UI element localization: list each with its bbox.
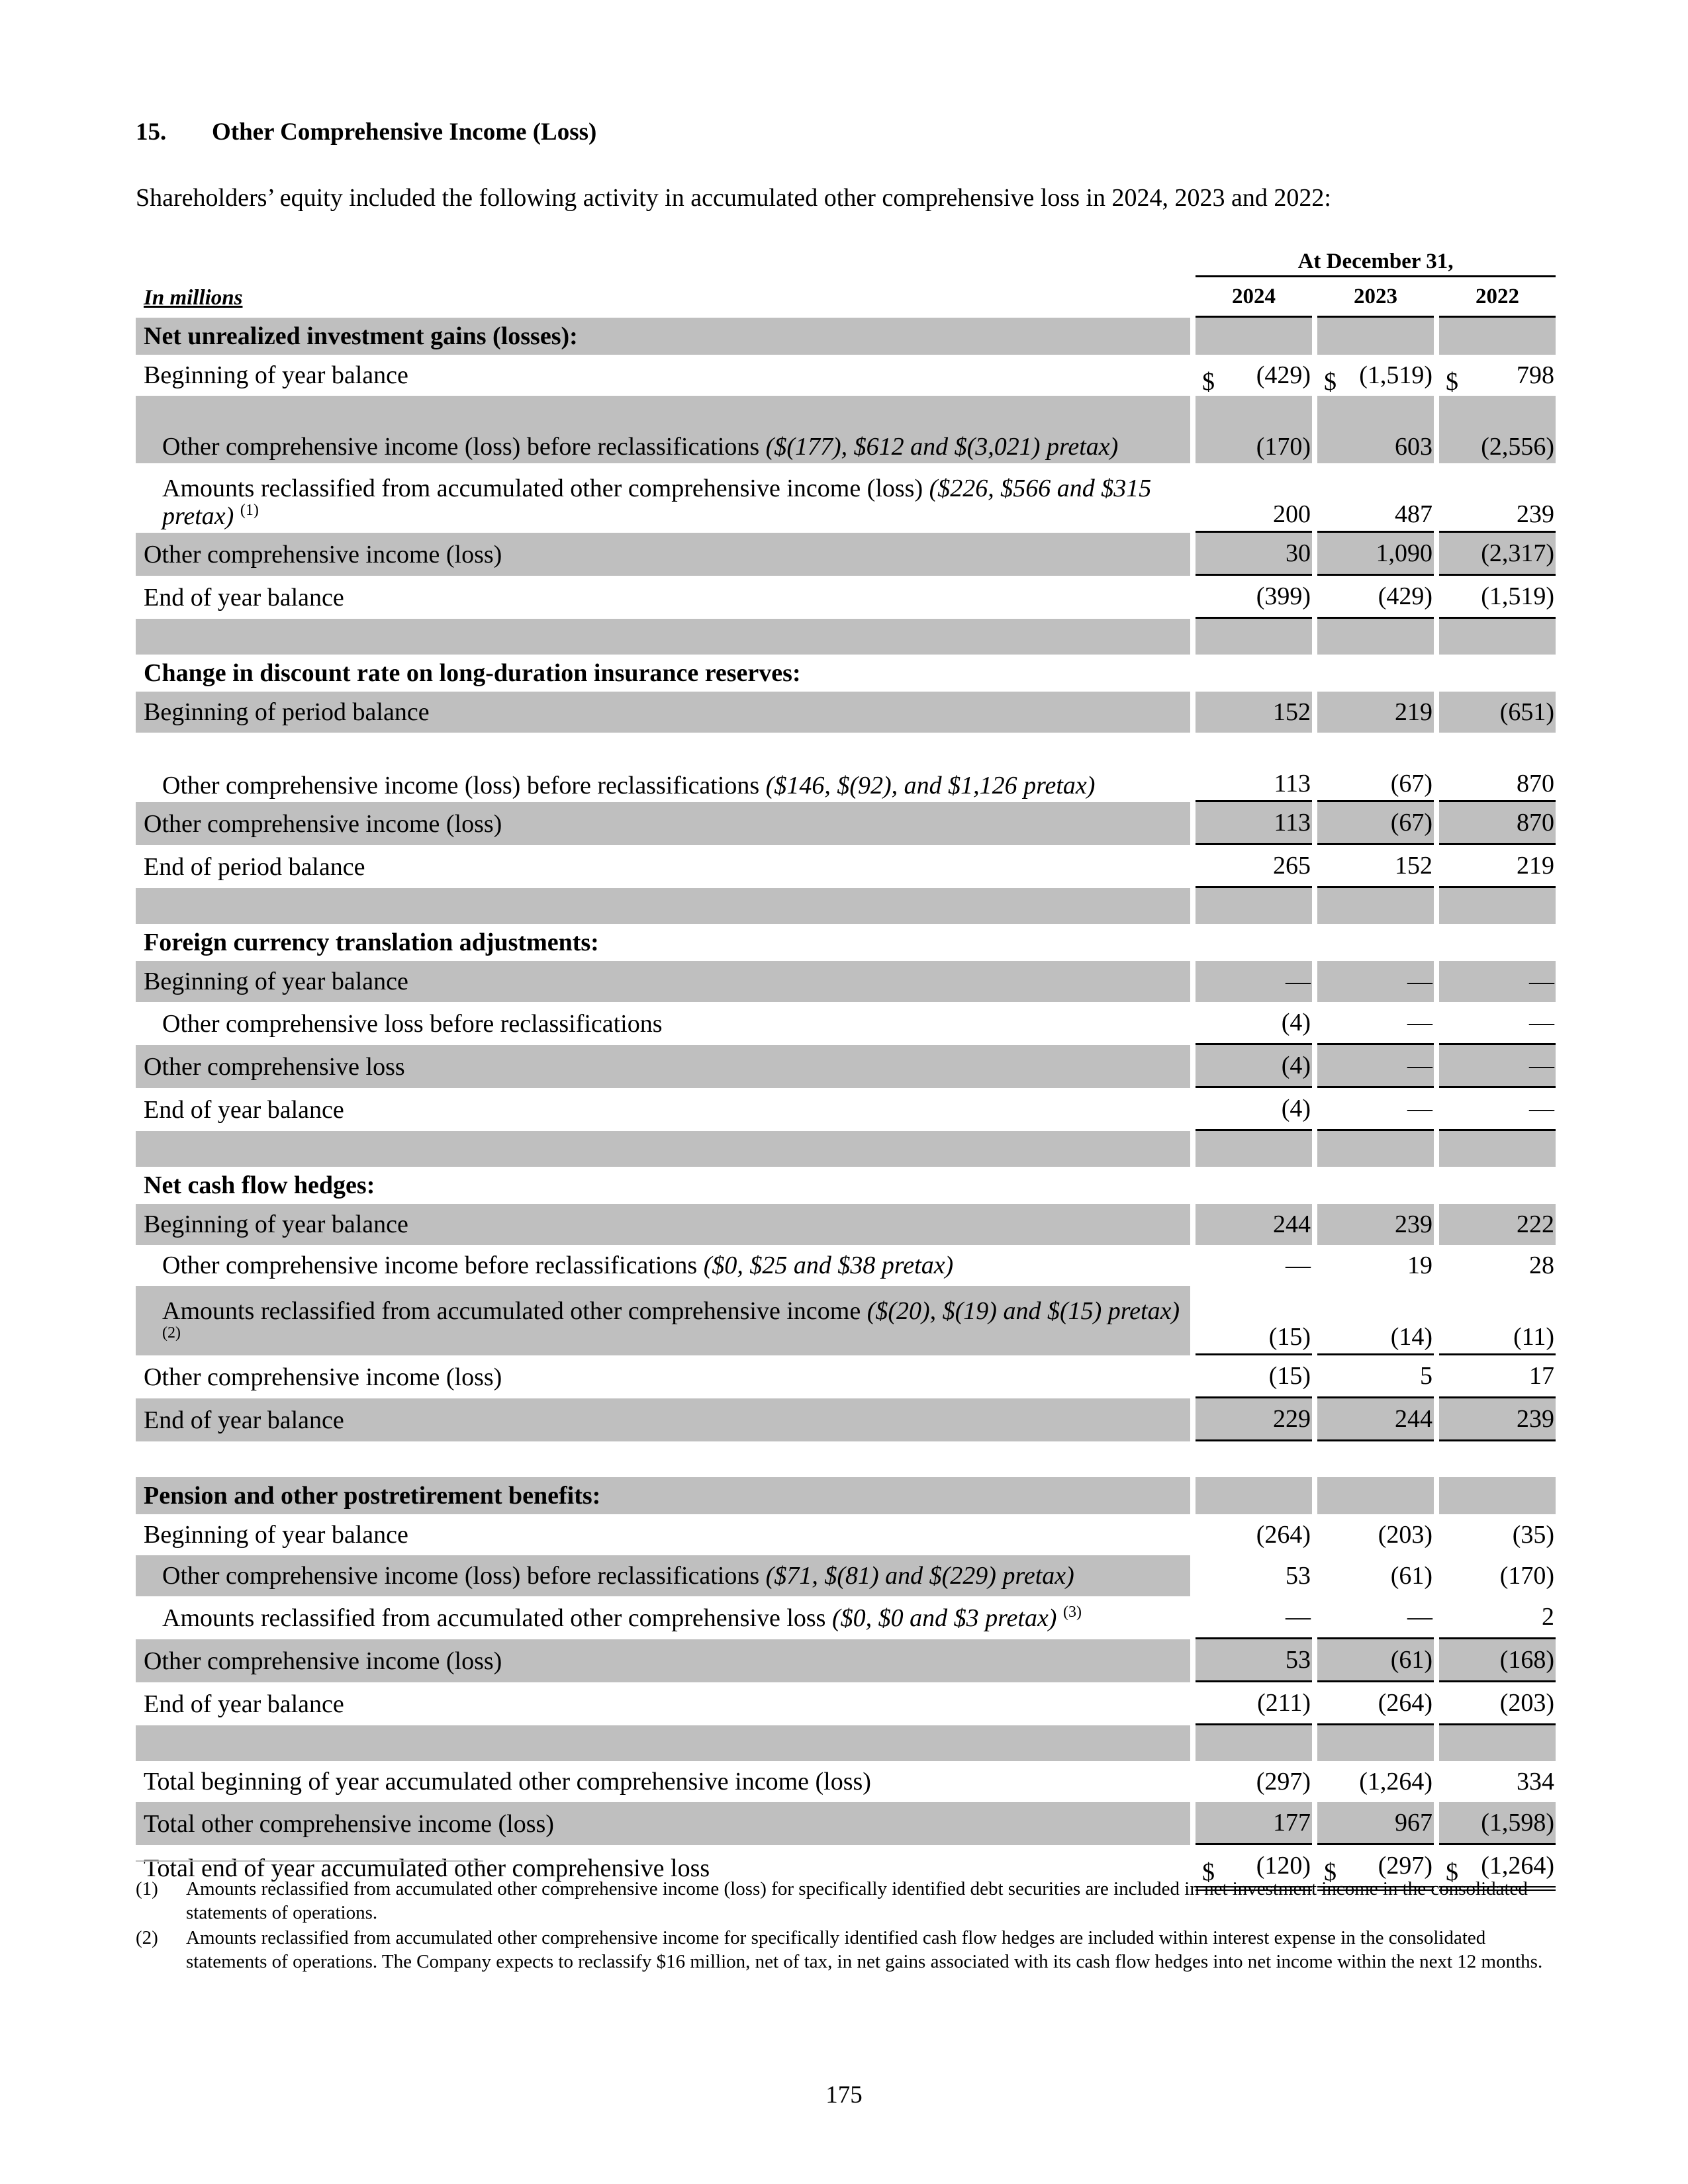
value-cell: 239 xyxy=(1439,1398,1556,1441)
value-cell: 219 xyxy=(1317,692,1434,733)
value-cell: — xyxy=(1196,961,1312,1002)
row-label: Other comprehensive income (loss) xyxy=(144,1363,502,1391)
row-label: End of period balance xyxy=(144,852,365,881)
pretax-note: ($(20), $(19) and $(15) pretax) xyxy=(867,1297,1180,1325)
currency-symbol: $ xyxy=(1202,368,1215,396)
row-label: Total beginning of year accumulated other comprehensive income (loss) xyxy=(144,1768,871,1796)
value-cell: (67) xyxy=(1317,802,1434,845)
value-cell: (15) xyxy=(1196,1355,1312,1398)
value: (1,264) xyxy=(1481,1852,1555,1880)
currency-symbol: $ xyxy=(1324,368,1336,396)
footnote xyxy=(136,1877,1546,1925)
row-label: Beginning of period balance xyxy=(136,692,1190,733)
row-label: Beginning of year balance xyxy=(136,1204,1190,1245)
table-row xyxy=(136,802,1556,845)
value-cell: (170) xyxy=(1499,1562,1555,1590)
value-cell: — xyxy=(1439,1088,1556,1131)
value-cell: — xyxy=(1196,1596,1312,1639)
footnote-marker: (2) xyxy=(136,1927,158,1948)
table-row xyxy=(136,845,1556,888)
footnotes xyxy=(136,1877,1546,1975)
value: (120) xyxy=(1256,1852,1311,1880)
table-row xyxy=(136,692,1556,733)
value-cell: 53 xyxy=(1196,1639,1312,1682)
table-row xyxy=(136,463,1556,533)
value-cell: (1,598) xyxy=(1439,1802,1556,1845)
value-cell: (2,317) xyxy=(1439,533,1556,576)
spacer-row xyxy=(136,1441,1556,1477)
value-cell: 5 xyxy=(1317,1355,1434,1398)
value-cell xyxy=(1439,355,1556,396)
intro-paragraph: Shareholders’ equity included the following activity in accumulated other comprehensive loss in 2024, 2023 and 2022: xyxy=(136,184,1331,212)
row-label: Other comprehensive income (loss) xyxy=(136,802,1190,845)
value-cell: 2 xyxy=(1439,1596,1556,1639)
value-cell: 244 xyxy=(1196,1204,1312,1245)
value-cell: (168) xyxy=(1439,1639,1556,1682)
footnote-ref: (2) xyxy=(162,1324,181,1342)
value-cell: 17 xyxy=(1439,1355,1556,1398)
value-cell: 334 xyxy=(1517,1768,1555,1796)
table-row xyxy=(136,1045,1556,1088)
units-label: In millions xyxy=(144,285,243,310)
value-cell: 239 xyxy=(1317,1204,1434,1245)
value-cell: — xyxy=(1317,1002,1434,1045)
value-cell: 870 xyxy=(1439,733,1556,802)
value-cell: (14) xyxy=(1317,1286,1434,1355)
table-row xyxy=(136,1802,1556,1845)
value-cell: 30 xyxy=(1196,533,1312,576)
currency-symbol: $ xyxy=(1446,368,1458,396)
year-header: 2024 xyxy=(1196,277,1312,318)
table-row xyxy=(136,1002,1556,1045)
value-cell: 219 xyxy=(1439,845,1556,888)
value-cell: 1,090 xyxy=(1317,533,1434,576)
row-label: Amounts reclassified from accumulated other comprehensive loss ($0, $0 and $3 pretax) $^{(3)}$ xyxy=(162,1603,1082,1632)
value-cell: (61) xyxy=(1390,1562,1432,1590)
table-row xyxy=(136,1596,1556,1639)
spacer-row xyxy=(136,1131,1556,1167)
table-row xyxy=(136,355,1556,396)
row-label: Beginning of year balance xyxy=(144,1521,408,1549)
pretax-note: ($226, $566 and $315 pretax) xyxy=(162,475,1152,530)
value-cell xyxy=(1196,355,1312,396)
footnote xyxy=(136,1926,1546,1974)
value-cell: (297) xyxy=(1256,1768,1311,1796)
row-label: Beginning of year balance xyxy=(136,961,1190,1002)
section-title: Other Comprehensive Income (Loss) xyxy=(212,118,597,146)
table-row xyxy=(136,961,1556,1002)
row-label: End of year balance xyxy=(144,1095,344,1124)
value-cell: (203) xyxy=(1378,1521,1432,1549)
value-cell: (429) xyxy=(1317,576,1434,619)
value-cell: (67) xyxy=(1317,733,1434,802)
table-row xyxy=(136,1514,1556,1555)
row-label: Amounts reclassified from accumulated other comprehensive income (loss) ($226, $566 and $315 pretax) $^{(1)}$ xyxy=(162,475,1152,530)
section-title: Foreign currency translation adjustments: xyxy=(144,929,599,956)
row-label: Other comprehensive income (loss) before reclassifications ($71, $(81) and $(229) pretax) xyxy=(136,1555,1190,1596)
table-row xyxy=(136,576,1556,619)
section-title: Net unrealized investment gains (losses): xyxy=(136,318,1190,355)
value: (1,519) xyxy=(1359,361,1432,389)
value-cell: (2,556) xyxy=(1439,396,1556,463)
row-label: Other comprehensive income (loss) before reclassifications ($146, $(92), and $1,126 pretax) xyxy=(162,772,1096,799)
column-group-header: At December 31, xyxy=(1196,240,1556,277)
value-cell: — xyxy=(1317,1596,1434,1639)
section-header-row xyxy=(136,655,1556,692)
row-label: End of year balance xyxy=(136,1398,1190,1441)
value-cell: 53 xyxy=(1286,1562,1311,1590)
table-row xyxy=(136,1088,1556,1131)
value-cell: 603 xyxy=(1317,396,1434,463)
value-cell: 152 xyxy=(1196,692,1312,733)
value-cell: 113 xyxy=(1196,733,1312,802)
currency-symbol: $ xyxy=(1202,1858,1215,1886)
value-cell: (61) xyxy=(1317,1639,1434,1682)
pretax-note: ($146, $(92), and $1,126 pretax) xyxy=(765,772,1096,799)
row-label: Other comprehensive income (loss) xyxy=(136,1639,1190,1682)
pretax-note: ($71, $(81) and $(229) pretax) xyxy=(765,1562,1074,1590)
row-label: Total end of year accumulated other comprehensive loss xyxy=(144,1854,710,1882)
pretax-note: ($(177), $612 and $(3,021) pretax) xyxy=(765,433,1119,461)
value: (297) xyxy=(1378,1852,1432,1880)
spacer-row xyxy=(136,1725,1556,1761)
value-cell: (399) xyxy=(1196,576,1312,619)
section-title: Net cash flow hedges: xyxy=(144,1171,375,1199)
value-cell: (170) xyxy=(1196,396,1312,463)
spacer-row xyxy=(136,619,1556,655)
row-label: Total other comprehensive income (loss) xyxy=(136,1802,1190,1845)
value-cell: 28 xyxy=(1529,1251,1555,1279)
section-title: Pension and other postretirement benefits: xyxy=(136,1477,1190,1514)
value-cell xyxy=(1317,355,1434,396)
section-header-row xyxy=(136,1167,1556,1204)
spacer-row xyxy=(136,888,1556,924)
row-label: End of year balance xyxy=(144,1690,344,1718)
currency-symbol: $ xyxy=(1324,1858,1336,1886)
value-cell: — xyxy=(1317,961,1434,1002)
table-row xyxy=(136,1555,1556,1596)
table-row xyxy=(136,1761,1556,1802)
value-cell: (35) xyxy=(1512,1521,1555,1549)
footnote-marker: (1) xyxy=(136,1878,158,1899)
row-label: Other comprehensive income (loss) before reclassifications ($(177), $612 and $(3,021) pretax) xyxy=(136,396,1190,463)
value-cell: (4) xyxy=(1196,1002,1312,1045)
row-label: End of year balance xyxy=(144,583,344,612)
row-label: Other comprehensive loss before reclassifications xyxy=(162,1009,663,1038)
section-header-row xyxy=(136,924,1556,961)
value-cell: 152 xyxy=(1317,845,1434,888)
footnote-text: Amounts reclassified from accumulated other comprehensive income (loss) for specifically identified debt securities are included in net investment income in the consolidated statements of operations. xyxy=(186,1878,1528,1923)
section-header-row xyxy=(136,1477,1556,1514)
value: 798 xyxy=(1517,361,1555,389)
table-row xyxy=(136,1355,1556,1398)
value-cell: — xyxy=(1286,1251,1311,1279)
value-cell: 265 xyxy=(1196,845,1312,888)
row-label: Other comprehensive loss xyxy=(136,1045,1190,1088)
value-cell: 244 xyxy=(1317,1398,1434,1441)
value-cell: 239 xyxy=(1439,463,1556,533)
value-cell: — xyxy=(1317,1045,1434,1088)
footnote-divider xyxy=(136,1860,483,1862)
table-row xyxy=(136,533,1556,576)
value-cell: (264) xyxy=(1256,1521,1311,1549)
value-cell: (15) xyxy=(1196,1286,1312,1355)
footnote-ref: (3) xyxy=(1062,1603,1082,1621)
value-cell: (1,519) xyxy=(1439,576,1556,619)
value-cell: (4) xyxy=(1196,1088,1312,1131)
value-cell: 967 xyxy=(1317,1802,1434,1845)
pretax-note: ($0, $0 and $3 pretax) xyxy=(831,1604,1057,1632)
value-cell: — xyxy=(1439,1045,1556,1088)
row-label: Beginning of year balance xyxy=(144,361,408,389)
table-row xyxy=(136,1682,1556,1725)
pretax-note: ($0, $25 and $38 pretax) xyxy=(703,1251,954,1279)
value-cell: — xyxy=(1439,961,1556,1002)
value-cell: (203) xyxy=(1439,1682,1556,1725)
value-cell: 870 xyxy=(1439,802,1556,845)
value-cell: 229 xyxy=(1196,1398,1312,1441)
value-cell: (1,264) xyxy=(1359,1768,1432,1796)
value-cell: (651) xyxy=(1439,692,1556,733)
year-header: 2023 xyxy=(1317,277,1434,318)
section-heading xyxy=(136,118,596,146)
row-label: Other comprehensive income (loss) xyxy=(136,533,1190,576)
table-row xyxy=(136,1245,1556,1286)
row-label: Other comprehensive income before reclassifications ($0, $25 and $38 pretax) xyxy=(162,1251,954,1279)
page-number: 175 xyxy=(825,2081,863,2109)
aoci-table xyxy=(136,240,1556,1891)
value-cell: 222 xyxy=(1439,1204,1556,1245)
value: (429) xyxy=(1256,361,1311,389)
value-cell: 200 xyxy=(1196,463,1312,533)
row-label: Amounts reclassified from accumulated other comprehensive income ($(20), $(19) and $(15) pretax) $^{(2)}$ xyxy=(136,1286,1190,1355)
table-row xyxy=(136,1286,1556,1355)
value-cell: (11) xyxy=(1439,1286,1556,1355)
footnote-ref: (1) xyxy=(240,502,259,519)
value-cell: 487 xyxy=(1317,463,1434,533)
currency-symbol: $ xyxy=(1446,1858,1458,1886)
value-cell: — xyxy=(1317,1088,1434,1131)
value-cell: 113 xyxy=(1196,802,1312,845)
value-cell: 19 xyxy=(1407,1251,1432,1279)
table-row xyxy=(136,733,1556,802)
value-cell: (4) xyxy=(1196,1045,1312,1088)
table-row xyxy=(136,1204,1556,1245)
value-cell: — xyxy=(1439,1002,1556,1045)
value-cell: (211) xyxy=(1196,1682,1312,1725)
footnote-text: Amounts reclassified from accumulated other comprehensive income for specifically identified cash flow hedges are included within interest expense in the consolidated statements of operations. The Company expects to reclassify $16 million, net of tax, in net gains associated with its cash flow hedges into net income within the next 12 months. xyxy=(186,1927,1543,1972)
value-cell: 177 xyxy=(1196,1802,1312,1845)
section-header-row xyxy=(136,318,1556,355)
table-row xyxy=(136,1639,1556,1682)
table-row xyxy=(136,1398,1556,1441)
table-row xyxy=(136,396,1556,463)
year-header: 2022 xyxy=(1439,277,1556,318)
value-cell: (264) xyxy=(1317,1682,1434,1725)
section-number: 15. xyxy=(136,118,167,146)
section-title: Change in discount rate on long-duration insurance reserves: xyxy=(144,659,801,687)
